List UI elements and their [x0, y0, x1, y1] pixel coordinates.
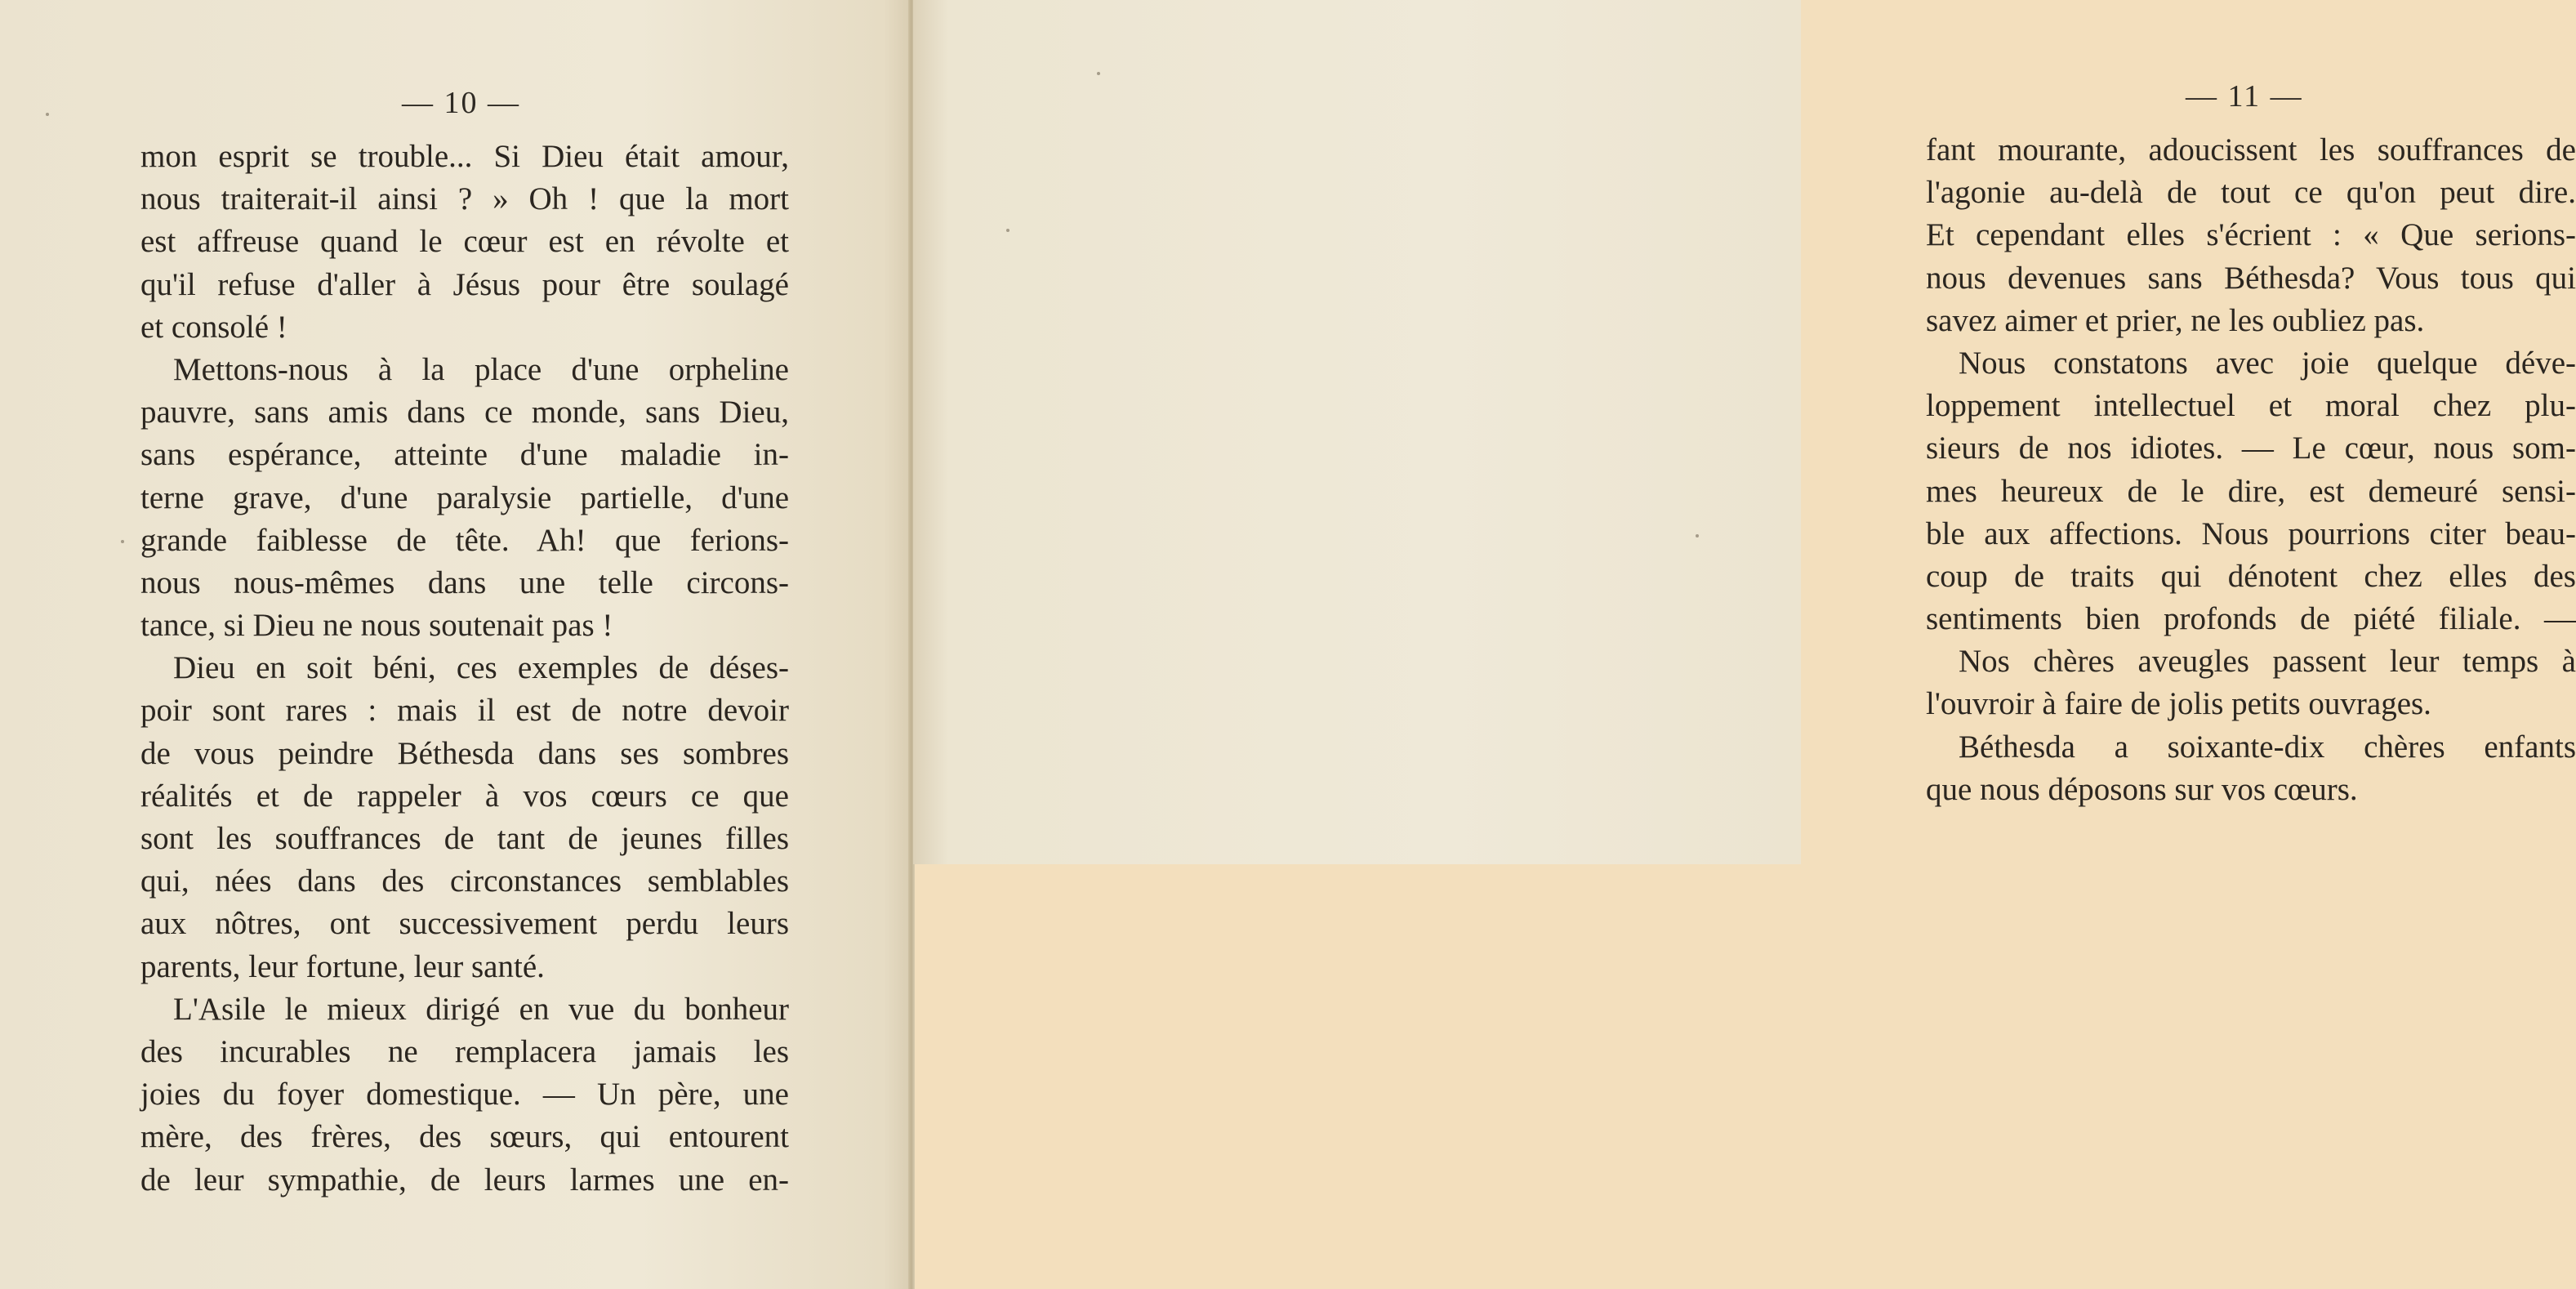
text-line: terne grave, d'une paralysie partielle, d'une [140, 479, 789, 515]
text-line: Dieu en soit béni, ces exemples de déses- [173, 650, 789, 686]
text-line: ble aux affections. Nous pourrions citer beau- [1926, 515, 2576, 551]
text-line: de vous peindre Béthesda dans ses sombres [140, 735, 789, 771]
text-line: loppement intellectuel et moral chez plu- [1926, 388, 2576, 424]
text-line: sans espérance, atteinte d'une maladie in- [140, 437, 789, 473]
text-line: est affreuse quand le cœur est en révolte et [140, 224, 789, 260]
paper-speck [1696, 534, 1699, 537]
text-line: fant mourante, adoucissent les souffrances de [1926, 132, 2576, 167]
text-line: grande faiblesse de tête. Ah! que ferions- [140, 522, 789, 558]
text-line: parents, leur fortune, leur santé. [140, 948, 545, 984]
paper-speck [1097, 72, 1100, 75]
text-line: nous traiterait-il ainsi ? » Oh ! que la mort [140, 181, 789, 217]
text-line: que nous déposons sur vos cœurs. [1926, 771, 2358, 807]
text-line: tance, si Dieu ne nous soutenait pas ! [140, 608, 613, 644]
text-line: sieurs de nos idiotes. — Le cœur, nous som- [1926, 430, 2576, 466]
text-line: sont les souffrances de tant de jeunes filles [140, 821, 789, 856]
text-line: coup de traits qui dénotent chez elles des [1926, 558, 2576, 594]
text-line: qui, nées dans des circonstances semblables [140, 863, 789, 899]
paper-speck [46, 113, 49, 116]
text-line: mes heureux de le dire, est demeuré sensi- [1926, 473, 2576, 509]
text-line: mère, des frères, des sœurs, qui entourent [140, 1119, 789, 1155]
text-line: Mettons-nous à la place d'une orpheline [173, 351, 789, 387]
text-line: Nous constatons avec joie quelque déve- [1959, 345, 2576, 381]
text-line: Nos chères aveugles passent leur temps à [1959, 644, 2576, 680]
text-line: Béthesda a soixante-dix chères enfants [1959, 729, 2576, 765]
text-line: joies du foyer domestique. — Un père, une [140, 1077, 789, 1113]
text-line: L'Asile le mieux dirigé en vue du bonheur [173, 991, 789, 1027]
page-number-right: — 11 — [2186, 79, 2303, 114]
text-line: l'agonie au-delà de tout ce qu'on peut dire. [1926, 175, 2576, 211]
text-line: aux nôtres, ont successivement perdu leurs [140, 906, 789, 942]
text-line: qu'il refuse d'aller à Jésus pour être soulagé [140, 266, 789, 302]
text-line: mon esprit se trouble... Si Dieu était amour, [140, 139, 789, 174]
right-page-text [1926, 129, 2576, 811]
right-page [913, 0, 2576, 864]
text-line: pauvre, sans amis dans ce monde, sans Dieu, [140, 395, 789, 430]
text-line: l'ouvroir à faire de jolis petits ouvrages. [1926, 686, 2431, 722]
text-line: nous devenues sans Béthesda? Vous tous qui [1926, 260, 2576, 296]
paper-speck [121, 540, 124, 543]
text-line: et consolé ! [140, 309, 287, 345]
text-line: réalités et de rappeler à vos cœurs ce que [140, 778, 789, 814]
page-number-left: — 10 — [402, 86, 520, 120]
paper-speck [1006, 229, 1009, 232]
left-page-text [140, 136, 789, 1202]
text-line: nous nous-mêmes dans une telle circons- [140, 564, 789, 600]
text-line: poir sont rares : mais il est de notre devoir [140, 693, 789, 729]
text-line: savez aimer et prier, ne les oubliez pas. [1926, 302, 2425, 338]
left-page [0, 0, 911, 1289]
text-line: de leur sympathie, de leurs larmes une en- [140, 1162, 789, 1198]
text-line: des incurables ne remplacera jamais les [140, 1033, 789, 1069]
text-line: Et cependant elles s'écrient : « Que serions- [1926, 217, 2576, 253]
text-line: sentiments bien profonds de piété filiale. — [1926, 601, 2576, 637]
